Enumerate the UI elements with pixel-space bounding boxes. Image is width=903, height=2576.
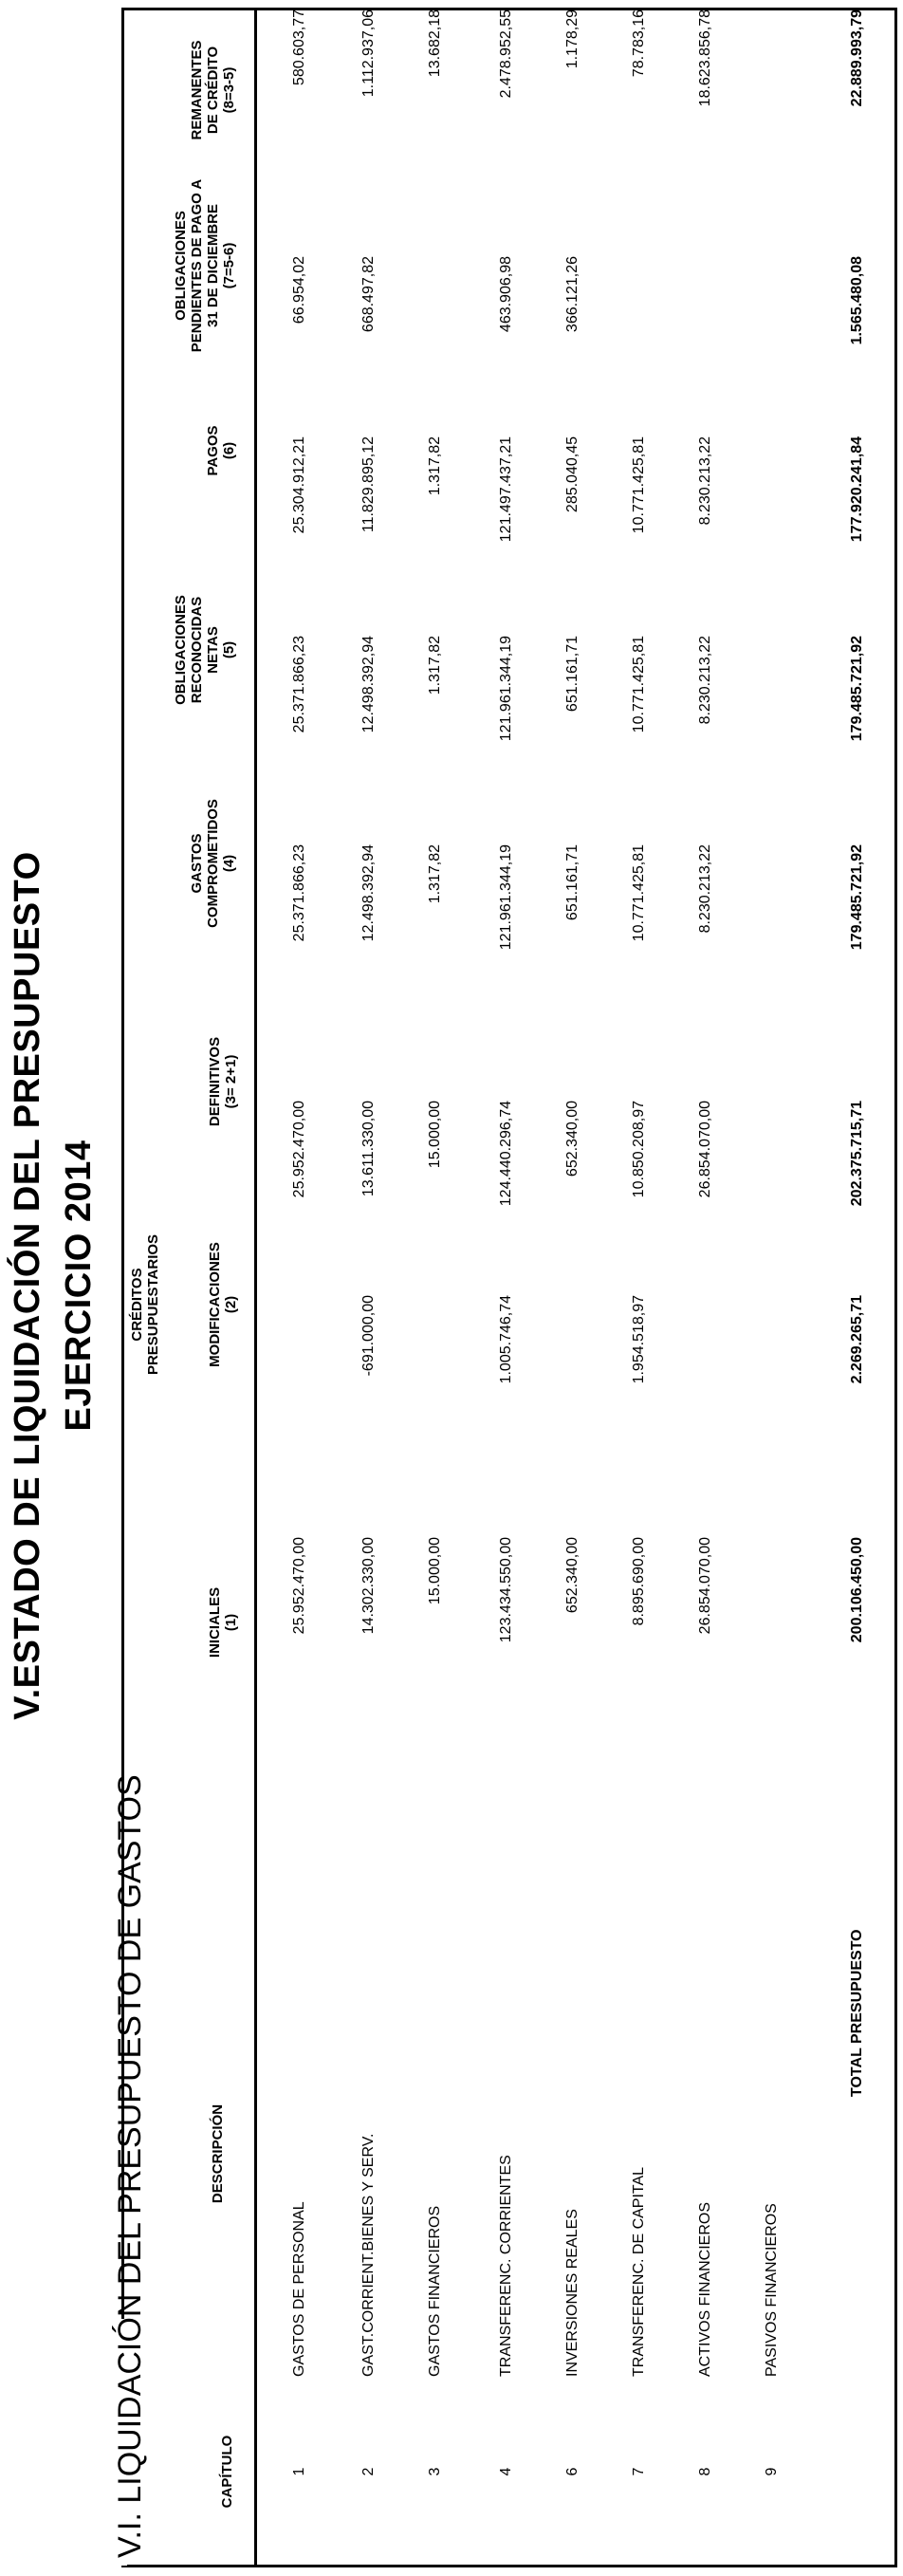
cell-oblig: 10.771.425,81 — [631, 636, 647, 733]
cell-cap: 7 — [631, 2467, 647, 2476]
cell-pagos: 10.771.425,81 — [631, 436, 647, 534]
header-definitivos — [207, 977, 239, 1186]
cell-pagos: 121.497.437,21 — [498, 436, 514, 543]
cell-ini: 652.340,00 — [564, 1537, 580, 1614]
header-gastos-comprometidos-line: GASTOS — [189, 833, 205, 894]
cell-oblig: 12.498.392,94 — [360, 636, 377, 733]
header-gastos-comprometidos-line: COMPROMETIDOS — [205, 799, 221, 928]
header-divider — [254, 8, 257, 2567]
cell-pend: 668.497,82 — [360, 256, 377, 333]
cell-desc: GAST.CORRIENT.BIENES Y SERV. — [360, 2133, 377, 2377]
cell-ini: 14.302.330,00 — [360, 1537, 377, 1635]
header-pagos — [205, 346, 237, 555]
cell-pagos: 11.829.895,12 — [360, 436, 377, 533]
cell-def: 652.340,00 — [564, 1101, 580, 1177]
header-obligaciones-reconocidas-line: (5) — [221, 640, 237, 659]
cell-rem: 18.623.856,78 — [697, 9, 713, 107]
header-remanentes-line: DE CRÉDITO — [205, 46, 221, 135]
header-descripcion: DESCRIPCIÓN — [210, 2103, 226, 2204]
total-ini: 200.106.450,00 — [849, 1537, 865, 1643]
cell-def: 13.611.330,00 — [360, 1101, 377, 1197]
cell-desc: PASIVOS FINANCIEROS — [764, 2203, 780, 2377]
cell-cap: 4 — [498, 2467, 514, 2476]
cell-ini: 25.952.470,00 — [291, 1537, 307, 1635]
header-gastos-comprometidos — [189, 759, 237, 968]
cell-oblig: 651.161,71 — [564, 636, 580, 713]
cell-cap: 8 — [697, 2467, 713, 2476]
cell-comp: 1.317,82 — [427, 844, 443, 904]
header-obligaciones-pendientes-line: PENDIENTES DE PAGO A — [189, 178, 205, 353]
header-obligaciones-pendientes-line: (7=5-6) — [221, 242, 237, 289]
cell-pend: 463.906,98 — [498, 256, 514, 333]
total-oblig: 179.485.721,92 — [849, 636, 865, 742]
header-definitivos-line: (3= 2+1) — [223, 1054, 239, 1109]
cell-mod: 1.954.518,97 — [631, 1295, 647, 1384]
header-obligaciones-pendientes-line: 31 DE DICIEMBRE — [205, 203, 221, 328]
header-obligaciones-reconocidas-line: NETAS — [205, 626, 221, 674]
section-heading: V.I. LIQUIDACIÓN DEL PRESUPUESTO DE GASTOS — [112, 1774, 148, 2558]
cell-ini: 26.854.070,00 — [697, 1537, 713, 1635]
cell-cap: 3 — [427, 2467, 443, 2476]
header-modificaciones-line: (2) — [223, 1295, 239, 1314]
cell-pagos: 25.304.912,21 — [291, 436, 307, 534]
cell-comp: 10.771.425,81 — [631, 844, 647, 942]
header-iniciales-line: INICIALES — [207, 1586, 223, 1659]
header-iniciales-line: (1) — [223, 1613, 239, 1632]
cell-comp: 121.961.344,19 — [498, 844, 514, 951]
cell-comp: 25.371.866,23 — [291, 844, 307, 942]
header-pagos-line: PAGOS — [205, 425, 221, 476]
cell-ini: 8.895.690,00 — [631, 1537, 647, 1626]
cell-oblig: 121.961.344,19 — [498, 636, 514, 742]
cell-def: 15.000,00 — [427, 1101, 443, 1169]
cell-oblig: 1.317,82 — [427, 636, 443, 695]
header-pagos-line: (6) — [221, 441, 237, 460]
cell-desc: TRANSFERENC. CORRIENTES — [498, 2155, 514, 2377]
cell-comp: 651.161,71 — [564, 844, 580, 921]
cell-def: 26.854.070,00 — [697, 1101, 713, 1198]
cell-oblig: 8.230.213,22 — [697, 636, 713, 725]
header-modificaciones — [207, 1200, 239, 1409]
total-rem: 22.889.993,79 — [849, 9, 865, 107]
cell-oblig: 25.371.866,23 — [291, 636, 307, 733]
cell-desc: ACTIVOS FINANCIEROS — [697, 2201, 713, 2377]
header-gastos-comprometidos-line: (4) — [221, 854, 237, 873]
cell-desc: INVERSIONES REALES — [564, 2209, 580, 2377]
cell-pend: 366.121,26 — [564, 256, 580, 333]
header-remanentes-line: REMANENTES — [189, 40, 205, 140]
header-obligaciones-reconocidas-line: OBLIGACIONES — [173, 595, 189, 705]
cell-cap: 2 — [360, 2467, 377, 2476]
cell-rem: 1.112.937,06 — [360, 9, 377, 98]
cell-rem: 78.783,16 — [631, 9, 647, 78]
total-label: TOTAL PRESUPUESTO — [849, 1929, 865, 2097]
header-remanentes — [189, 0, 237, 195]
header-iniciales — [207, 1518, 239, 1727]
header-capitulo: CAPÍTULO — [219, 2435, 235, 2509]
cell-cap: 1 — [291, 2467, 307, 2476]
total-def: 202.375.715,71 — [849, 1101, 865, 1207]
cell-rem: 580.603,77 — [291, 9, 307, 86]
header-creditos-group: CRÉDITOS PRESUPUESTARIOS — [129, 1233, 161, 1376]
header-obligaciones-pendientes-line: OBLIGACIONES — [173, 211, 189, 321]
cell-mod: 1.005.746,74 — [498, 1295, 514, 1384]
header-modificaciones-line: MODIFICACIONES — [207, 1242, 223, 1367]
cell-def: 124.440.296,74 — [498, 1101, 514, 1207]
cell-comp: 12.498.392,94 — [360, 844, 377, 942]
cell-def: 10.850.208,97 — [631, 1101, 647, 1198]
cell-comp: 8.230.213,22 — [697, 844, 713, 934]
cell-desc: GASTOS DE PERSONAL — [291, 2201, 307, 2377]
cell-rem: 1.178,29 — [564, 9, 580, 69]
cell-ini: 123.434.550,00 — [498, 1537, 514, 1643]
header-obligaciones-reconocidas-line: RECONOCIDAS — [189, 596, 205, 704]
cell-pend: 66.954,02 — [291, 256, 307, 324]
header-obligaciones-reconocidas — [173, 546, 237, 754]
header-remanentes-line: (8=3-5) — [221, 66, 237, 114]
header-definitivos-line: DEFINITIVOS — [207, 1036, 223, 1127]
total-pend: 1.565.480,08 — [849, 256, 865, 345]
cell-ini: 15.000,00 — [427, 1537, 443, 1605]
total-mod: 2.269.265,71 — [849, 1295, 865, 1384]
cell-mod: -691.000,00 — [360, 1295, 377, 1377]
cell-rem: 13.682,18 — [427, 9, 443, 78]
page-title: V.ESTADO DE LIQUIDACIÓN DEL PRESUPUESTO — [8, 851, 47, 1720]
cell-desc: TRANSFERENC. DE CAPITAL — [631, 2166, 647, 2377]
cell-def: 25.952.470,00 — [291, 1101, 307, 1198]
cell-pagos: 285.040,45 — [564, 436, 580, 513]
cell-rem: 2.478.952,55 — [498, 9, 514, 99]
page-subtitle-year: EJERCICIO 2014 — [59, 1140, 99, 1432]
cell-cap: 6 — [564, 2467, 580, 2476]
cell-pagos: 1.317,82 — [427, 436, 443, 496]
cell-pagos: 8.230.213,22 — [697, 436, 713, 526]
cell-desc: GASTOS FINANCIEROS — [427, 2205, 443, 2377]
total-pagos: 177.920.241,84 — [849, 436, 865, 543]
cell-cap: 9 — [764, 2467, 780, 2476]
total-comp: 179.485.721,92 — [849, 844, 865, 951]
